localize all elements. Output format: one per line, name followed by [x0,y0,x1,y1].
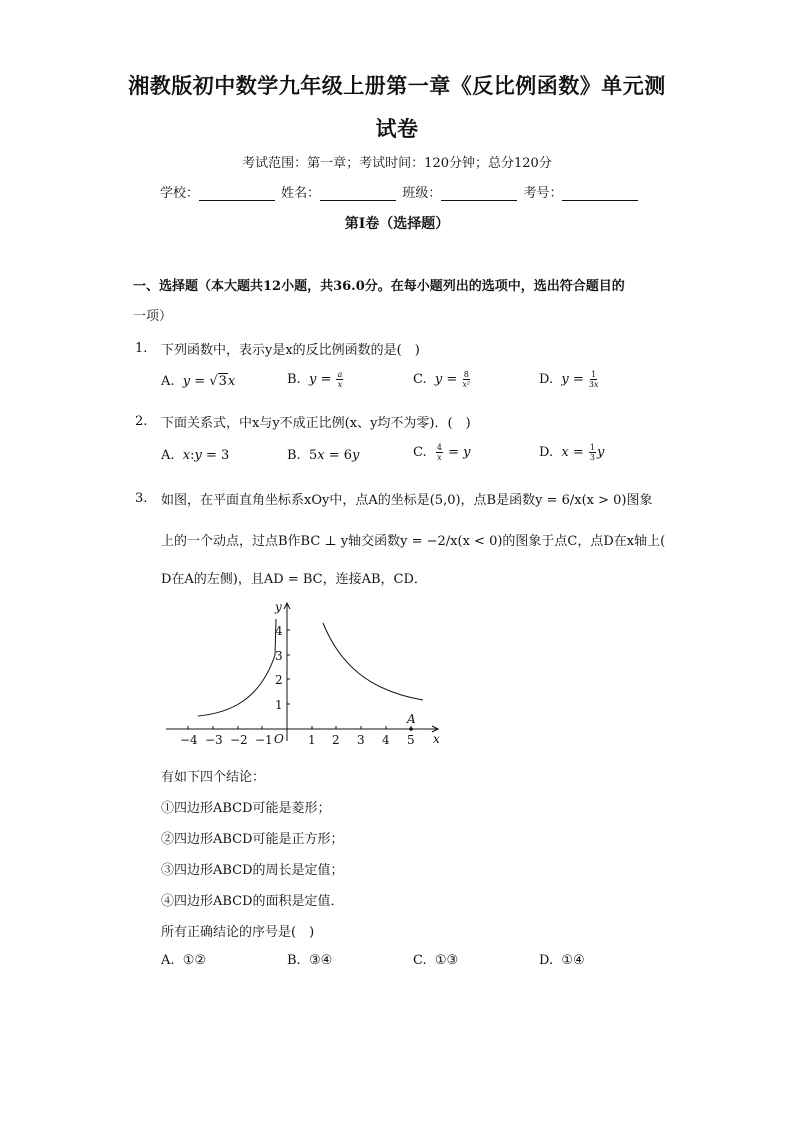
curve-right-branch [323,623,423,700]
q3-option-b[interactable]: B. ③④ [287,953,333,968]
q3-conclusion-2: ②四边形ABCD可能是正方形； [161,832,344,847]
name-blank[interactable] [320,186,396,201]
document-title-line2: 试卷 [375,116,419,141]
q1-option-a[interactable]: A. y = √3x [161,374,236,389]
exam-no-label: 考号： [523,186,563,201]
section-heading-cont: 一项） [133,309,173,324]
q2-option-c[interactable]: C. $\frac{4}{x}$ = y [413,443,471,462]
q2-option-d[interactable]: D. x = $\frac{1}{3}$ y [539,443,605,462]
school-label: 学校： [160,186,200,201]
q2-option-a[interactable]: A. x:y = 3 [161,448,230,463]
q3-number: 3. [135,491,148,506]
x-tick-label: 3 [357,733,365,747]
q3-text-line2: 上的一个动点，过点B作BC ⊥ y轴交函数y = −2/x(x < 0)的图象于点C，点D在x轴上( [161,534,666,549]
curve-left-branch [198,619,276,716]
y-tick-label: 1 [275,698,283,712]
school-blank[interactable] [199,186,275,201]
q2-option-b[interactable]: B. 5x = 6y [287,448,360,463]
q3-conclusion-3: ③四边形ABCD的周长是定值； [161,863,344,878]
x-tick-label: 4 [382,733,390,747]
x-axis-label: x [433,732,440,746]
q1-text: 下列函数中，表示y是x的反比例函数的是( ) [161,343,420,358]
x-tick-label: −2 [230,733,248,747]
y-tick-label: 2 [275,673,283,687]
q2-number: 2. [135,414,148,429]
y-tick-label: 4 [275,624,283,638]
q3-option-c[interactable]: C. ①③ [413,953,459,968]
x-tick-label: −1 [255,733,273,747]
q3-text-line3: D在A的左侧)，且AD = BC，连接AB，CD． [161,572,427,587]
y-axis-label: y [275,600,282,614]
class-blank[interactable] [441,186,517,201]
volume-title: 第I卷（选择题） [344,216,450,232]
q3-conclusion-4: ④四边形ABCD的面积是定值． [161,894,344,909]
q3-option-d[interactable]: D. ①④ [539,953,585,968]
x-tick-label: 1 [308,733,316,747]
q3-conclusion-1: ①四边形ABCD可能是菱形； [161,801,331,816]
section-heading: 一、选择题（本大题共12小题，共36.0分。在每小题列出的选项中，选出符合题目的 [133,279,625,294]
q3-option-a[interactable]: A. ①② [161,953,207,968]
class-label: 班级： [402,186,442,201]
q3-text-line1: 如图，在平面直角坐标系xOy中，点A的坐标是(5,0)，点B是函数y = 6/x(x > 0)图象 [161,493,653,508]
y-tick-label: 3 [275,649,283,663]
q3-ask: 所有正确结论的序号是( ) [161,925,315,940]
origin-label: O [274,732,284,746]
point-a-label: A [407,712,416,726]
point-a-marker [409,727,413,731]
q1-option-b[interactable]: B. y = $\frac{a}{x}$ [287,370,343,389]
q1-option-c[interactable]: C. y = $\frac{8}{\text{x²}}$ [413,370,471,389]
x-tick-label: −3 [205,733,223,747]
x-tick-label: −4 [180,733,198,747]
document-title-line1: 湘教版初中数学九年级上册第一章《反比例函数》单元测 [128,73,666,98]
x-tick-label: 5 [407,733,415,747]
name-label: 姓名： [281,186,321,201]
q1-number: 1. [135,341,148,356]
exam-no-blank[interactable] [562,186,638,201]
q1-option-d[interactable]: D. y = $\frac{1}{3x}$ [539,370,599,389]
info-fields [160,182,640,201]
x-tick-label: 2 [332,733,340,747]
exam-info: 考试范围：第一章；考试时间：120分钟；总分120分 [242,156,552,171]
q2-text: 下面关系式，中x与y不成正比例(x、y均不为零)．( ) [161,416,471,431]
q3-conclusions-intro: 有如下四个结论： [161,770,266,785]
function-graph [160,595,450,750]
